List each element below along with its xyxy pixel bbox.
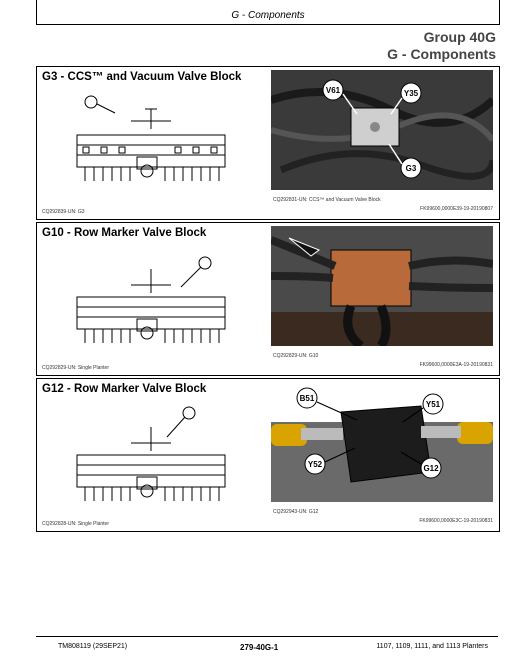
- header-frame: [36, 0, 500, 25]
- footer-rule: [36, 636, 498, 637]
- callout-label: V61: [325, 86, 341, 95]
- diagram-caption: CQ292829-UN: Single Planter: [42, 365, 109, 371]
- footer-doc-id: TM808119 (29SEP21): [58, 643, 128, 650]
- photo-code: FK99600,0000E3C-19-20190831: [419, 518, 493, 524]
- photo-caption: CQ292943-UN: G12: [273, 509, 319, 515]
- diagram-caption: CQ292839-UN: G3: [42, 209, 85, 215]
- callout-label: G3: [405, 164, 417, 173]
- footer-page-number: 279-40G-1: [240, 643, 279, 652]
- section-g10: [36, 222, 500, 376]
- section-g3: [36, 66, 500, 220]
- callout-label: Y51: [425, 400, 441, 409]
- callout-label: G12: [423, 464, 439, 473]
- photo-caption: CQ292829-UN: G10: [273, 353, 319, 359]
- planter-diagram: [41, 91, 263, 203]
- section-g12: [36, 378, 500, 532]
- group-number: Group 40G: [423, 29, 496, 45]
- photo-code: FK99600,0000E3A-19-20190831: [419, 362, 493, 368]
- page-header-title: G - Components: [231, 10, 305, 21]
- callout-label: B51: [299, 394, 315, 403]
- callout-label: Y52: [307, 460, 323, 469]
- group-subtitle: G - Components: [387, 46, 496, 62]
- planter-diagram: [41, 247, 263, 359]
- section-title: G12 - Row Marker Valve Block: [42, 383, 207, 395]
- footer-models: 1107, 1109, 1111, and 1113 Planters: [376, 643, 488, 650]
- diagram-caption: CQ292828-UN: Single Planter: [42, 521, 109, 527]
- section-title: G3 - CCS™ and Vacuum Valve Block: [42, 71, 242, 83]
- planter-diagram: [41, 403, 263, 515]
- valve-block-photo: [271, 382, 493, 502]
- photo-code: FK99600,0000E39-19-20190807: [420, 206, 493, 212]
- photo-caption: CQ292831-UN: CCS™ and Vacuum Valve Block: [273, 197, 381, 203]
- callout-label: Y35: [403, 89, 419, 98]
- valve-block-photo: [271, 70, 493, 190]
- section-title: G10 - Row Marker Valve Block: [42, 227, 207, 239]
- valve-block-photo: [271, 226, 493, 346]
